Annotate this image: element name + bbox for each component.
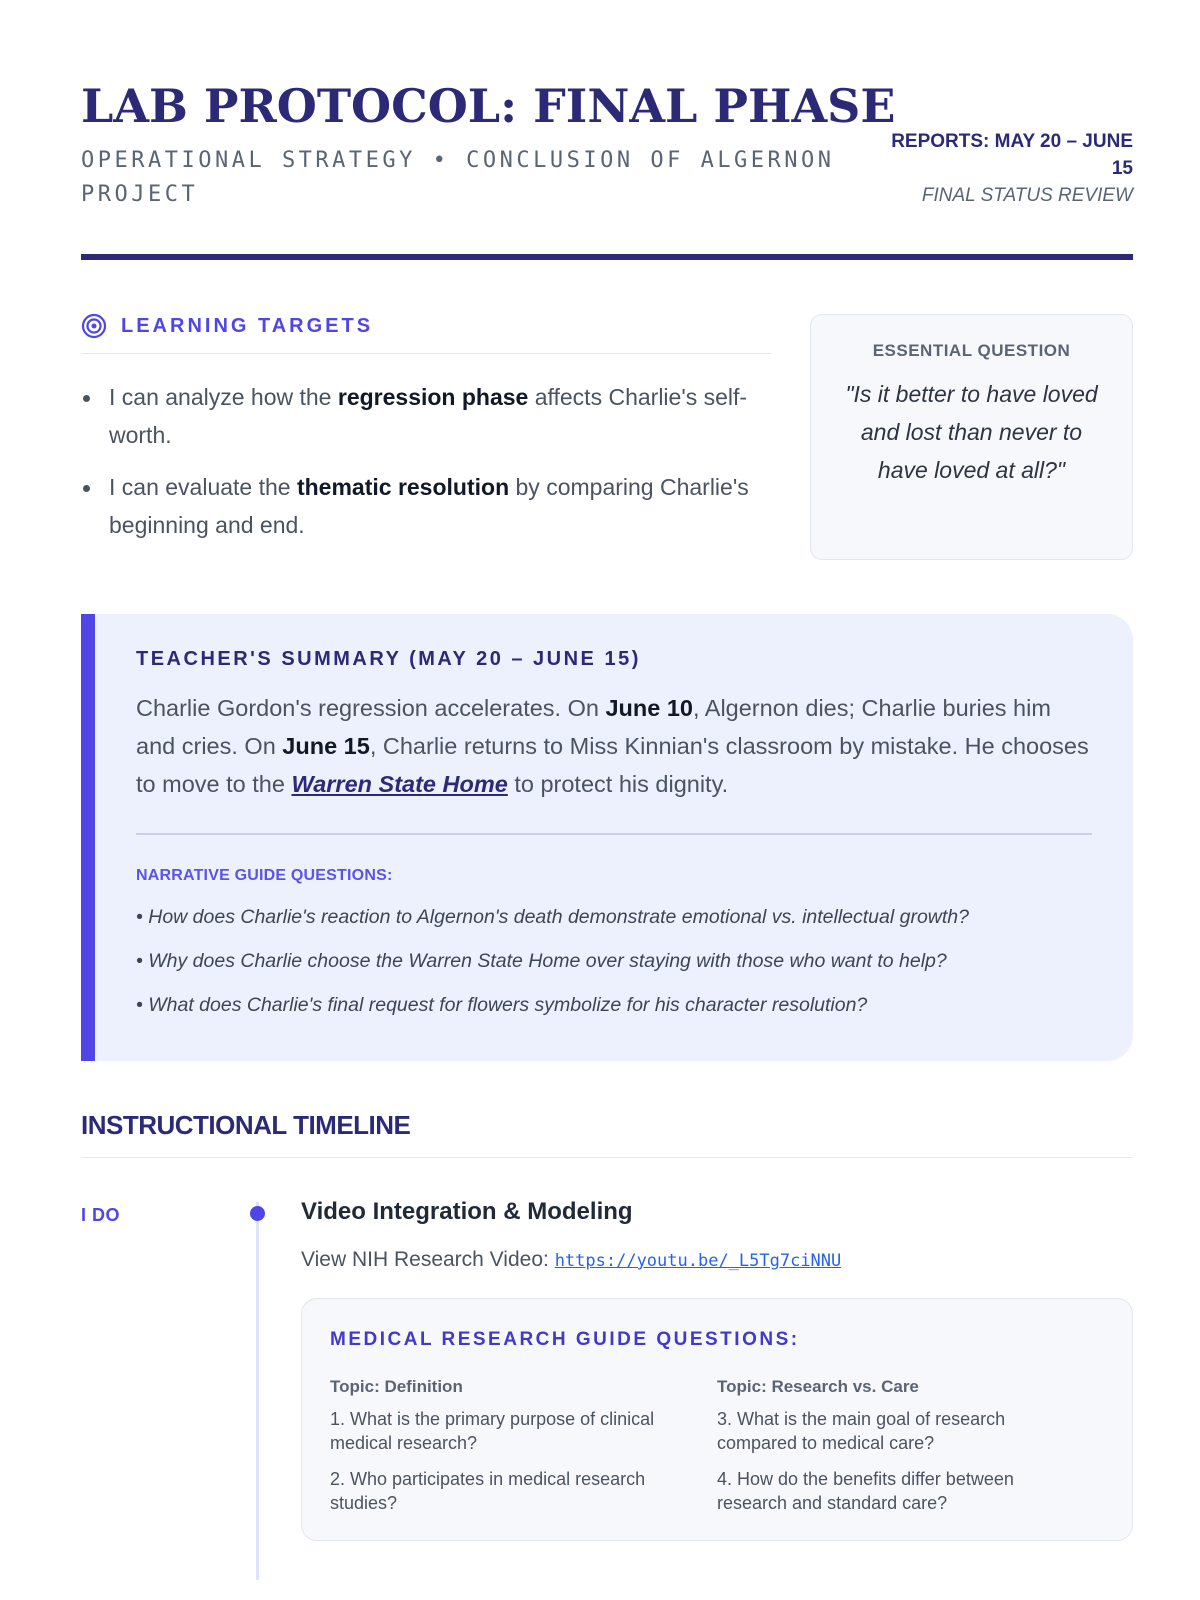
medical-question: 2. Who participates in medical research studies? [330, 1469, 646, 1513]
essential-question-label: ESSENTIAL QUESTION [872, 341, 1071, 360]
medical-question: 3. What is the main goal of research compared to medical care? [717, 1409, 1006, 1453]
report-info [873, 128, 1133, 209]
essential-question-card [810, 314, 1133, 560]
narrative-guide-question: • Why does Charlie choose the Warren State Home over staying with those who want to help? [136, 949, 947, 972]
teacher-summary-card [81, 614, 1133, 1061]
medical-research-label: MEDICAL RESEARCH GUIDE QUESTIONS: [330, 1329, 800, 1350]
step-title: Video Integration & Modeling [301, 1198, 633, 1225]
medical-topic-label: Topic: Definition [330, 1377, 463, 1396]
medical-research-card [301, 1298, 1133, 1541]
report-dates: REPORTS: MAY 20 – JUNE 15 [891, 131, 1133, 179]
page-subtitle: OPERATIONAL STRATEGY • CONCLUSION OF ALGERNON PROJECT [81, 148, 835, 207]
target-icon [81, 313, 107, 339]
timeline-track [256, 1202, 259, 1580]
report-status: FINAL STATUS REVIEW [921, 185, 1133, 206]
learning-targets-label: LEARNING TARGETS [121, 314, 374, 337]
timeline-header [81, 1110, 1133, 1158]
medical-research-columns [330, 1377, 1104, 1515]
page-title: LAB PROTOCOL: FINAL PHASE [81, 79, 896, 133]
essential-question-text: "Is it better to have loved and lost than never to have loved at all?" [845, 381, 1098, 483]
learning-targets-list [81, 378, 771, 544]
medical-topic-column [717, 1377, 1104, 1515]
timeline-title: INSTRUCTIONAL TIMELINE [81, 1110, 411, 1140]
video-link[interactable]: https://youtu.be/_L5Tg7ciNNU [554, 1251, 842, 1271]
summary-divider [136, 833, 1092, 835]
teacher-summary-label: TEACHER'S SUMMARY (MAY 20 – JUNE 15) [136, 648, 641, 670]
header [81, 78, 1133, 258]
step-description: View NIH Research Video: https://youtu.be/_L5Tg7ciNNU [301, 1248, 842, 1271]
medical-topic-label: Topic: Research vs. Care [717, 1377, 919, 1396]
header-divider [81, 254, 1133, 260]
phase-label: I DO [81, 1205, 121, 1225]
learning-targets-section [81, 313, 771, 558]
medical-question: 1. What is the primary purpose of clinical medical research? [330, 1409, 655, 1453]
learning-target-item: I can analyze how the regression phase affects Charlie's self-worth. [81, 378, 771, 454]
learning-target-item: I can evaluate the thematic resolution by comparing Charlie's beginning and end. [81, 468, 771, 544]
narrative-guide-question: • How does Charlie's reaction to Algernon's death demonstrate emotional vs. intellectual growth? [136, 905, 969, 928]
narrative-guide-label: NARRATIVE GUIDE QUESTIONS: [136, 866, 393, 884]
medical-question: 4. How do the benefits differ between research and standard care? [717, 1469, 1014, 1513]
warren-state-home-link[interactable]: Warren State Home [291, 771, 508, 797]
timeline-dot [250, 1206, 265, 1221]
learning-targets-header [81, 313, 771, 354]
teacher-summary-text: Charlie Gordon's regression accelerates. On June 10, Algernon dies; Charlie buries him and cries. On June 15, Charlie returns to Miss Kinnian's classroom by mistake. He chooses to move to the Warren State Home to protect his dignity. [136, 695, 1089, 797]
narrative-guide-question: • What does Charlie's final request for flowers symbolize for his character resolution? [136, 993, 868, 1016]
medical-topic-column [330, 1377, 717, 1515]
